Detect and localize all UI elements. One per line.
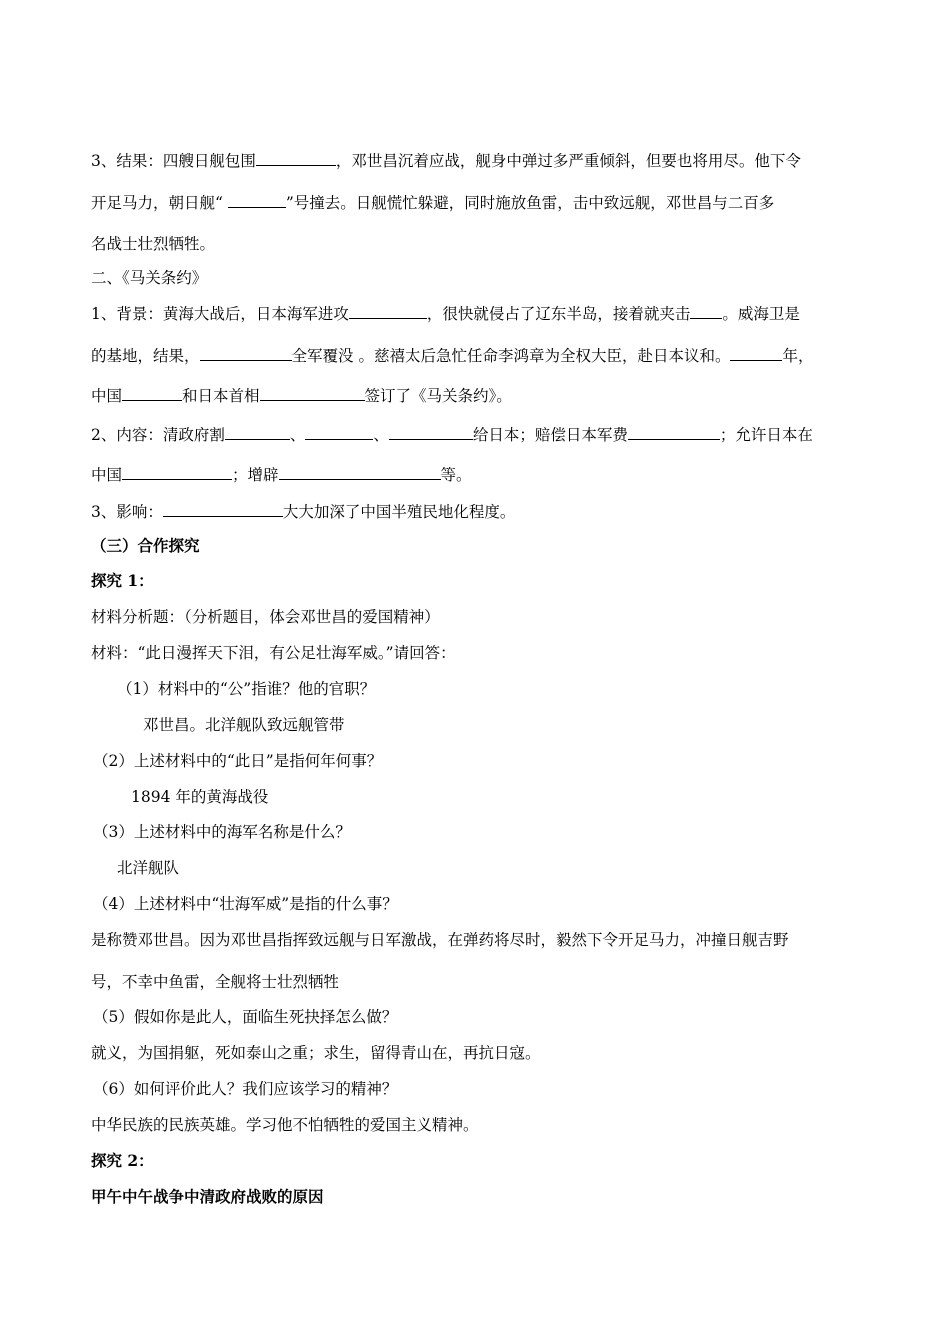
blank-field[interactable] bbox=[730, 345, 782, 361]
question-text: （1）材料中的“公”指谁？他的官职？ bbox=[117, 680, 376, 698]
background-text: 和日本首相 bbox=[182, 387, 260, 405]
blank-field[interactable] bbox=[349, 303, 427, 319]
question-text: （3）上述材料中的海军名称是什么？ bbox=[93, 823, 351, 841]
material-quote bbox=[91, 643, 456, 663]
result-label: 3、结果：四艘日舰包围 bbox=[91, 152, 256, 170]
section-heading: 二、《马关条约》 bbox=[91, 269, 208, 287]
blank-field[interactable] bbox=[122, 464, 232, 480]
answer-4-line-1 bbox=[91, 930, 789, 950]
question-text: （6）如何评价此人？我们应该学习的精神？ bbox=[93, 1080, 398, 1098]
answer-6 bbox=[91, 1115, 479, 1135]
material-prompt bbox=[91, 607, 440, 627]
answer-5 bbox=[91, 1043, 541, 1063]
treaty-heading bbox=[91, 268, 207, 288]
background-line-3 bbox=[91, 385, 512, 406]
result-text: 开足马力，朝日舰“ bbox=[91, 194, 228, 212]
blank-field[interactable] bbox=[163, 501, 283, 517]
inquiry-heading bbox=[91, 536, 200, 556]
background-text: 年， bbox=[782, 347, 814, 365]
blank-field[interactable] bbox=[122, 385, 182, 401]
question-text: （5）假如你是此人，面临生死抉择怎么做？ bbox=[93, 1008, 398, 1026]
answer-1 bbox=[143, 715, 345, 735]
background-text: 签订了《马关条约》。 bbox=[364, 387, 512, 405]
blank-field[interactable] bbox=[225, 424, 290, 440]
inquiry-2-title bbox=[91, 1151, 154, 1171]
inquiry-title: 探究 2： bbox=[91, 1151, 154, 1170]
answer-text: 号，不幸中鱼雷，全舰将士壮烈牺牲 bbox=[91, 973, 340, 991]
result-text: ”号撞去。日舰慌忙躲避，同时施放鱼雷，击中致远舰，邓世昌与二百多 bbox=[285, 194, 775, 212]
result-line-2 bbox=[91, 192, 774, 213]
background-text: 全军覆没 。慈禧太后急忙任命李鸿章为全权大臣，赴日本议和。 bbox=[291, 347, 731, 365]
section-heading: （三）合作探究 bbox=[91, 536, 200, 555]
impact-text: 3、影响： bbox=[91, 503, 163, 521]
blank-field[interactable] bbox=[200, 345, 292, 361]
material-prompt-text: 材料分析题：（分析题目，体会邓世昌的爱国精神） bbox=[91, 608, 440, 626]
content-text: ；增辟 bbox=[232, 466, 279, 484]
answer-text: 邓世昌。北洋舰队致远舰管带 bbox=[143, 716, 345, 734]
content-text: 中国 bbox=[91, 466, 123, 484]
blank-field[interactable] bbox=[279, 464, 441, 480]
background-line-2 bbox=[91, 345, 813, 366]
inquiry-2-topic bbox=[91, 1187, 324, 1207]
blank-field[interactable] bbox=[305, 424, 373, 440]
question-2 bbox=[93, 751, 382, 771]
background-text: 中国 bbox=[91, 387, 123, 405]
answer-text: 中华民族的民族英雄。学习他不怕牺牲的爱国主义精神。 bbox=[91, 1116, 479, 1134]
background-text: ，很快就侵占了辽东半岛，接着就夹击 bbox=[426, 305, 691, 323]
answer-text: 1894 年的黄海战役 bbox=[131, 788, 269, 806]
impact-text: 大大加深了中国半殖民地化程度。 bbox=[282, 503, 516, 521]
result-line-3 bbox=[91, 234, 215, 254]
result-line-1 bbox=[91, 150, 801, 171]
inquiry-title: 探究 1： bbox=[91, 571, 154, 590]
material-quote-text: 材料：“此日漫挥天下泪，有公足壮海军威。”请回答： bbox=[91, 644, 456, 662]
impact-line bbox=[91, 501, 515, 522]
content-line-1 bbox=[91, 424, 813, 445]
question-text: （2）上述材料中的“此日”是指何年何事？ bbox=[93, 752, 383, 770]
background-text: 1、背景：黄海大战后，日本海军进攻 bbox=[91, 305, 349, 323]
question-4 bbox=[93, 894, 398, 914]
content-text: 等。 bbox=[440, 466, 472, 484]
question-3 bbox=[93, 822, 351, 842]
question-text: （4）上述材料中“壮海军威”是指的什么事？ bbox=[93, 895, 398, 913]
result-text: 名战士壮烈牺牲。 bbox=[91, 235, 216, 253]
answer-2 bbox=[131, 787, 268, 807]
inquiry-1-title bbox=[91, 571, 154, 591]
answer-3 bbox=[117, 858, 179, 878]
blank-field[interactable] bbox=[690, 303, 722, 319]
separator: 、 bbox=[373, 426, 389, 444]
blank-field[interactable] bbox=[228, 192, 286, 208]
result-text: ，邓世昌沉着应战，舰身中弹过多严重倾斜，但要也将用尽。他下令 bbox=[335, 152, 801, 170]
question-1 bbox=[117, 679, 375, 699]
content-line-2 bbox=[91, 464, 472, 485]
answer-text: 就义，为国捐躯，死如泰山之重；求生，留得青山在，再抗日寇。 bbox=[91, 1044, 541, 1062]
separator: 、 bbox=[289, 426, 306, 444]
answer-4-line-2 bbox=[91, 972, 339, 992]
answer-text: 是称赞邓世昌。因为邓世昌指挥致远舰与日军激战，在弹药将尽时，毅然下令开足马力，冲撞日舰吉野 bbox=[91, 931, 789, 949]
blank-field[interactable] bbox=[389, 424, 473, 440]
background-text: 的基地，结果， bbox=[91, 347, 200, 365]
blank-field[interactable] bbox=[628, 424, 720, 440]
content-text: 2、内容：清政府割 bbox=[91, 426, 225, 444]
background-line-1 bbox=[91, 303, 800, 324]
question-6 bbox=[93, 1079, 397, 1099]
inquiry-topic: 甲午中午战争中清政府战败的原因 bbox=[91, 1187, 324, 1206]
background-text: 。威海卫是 bbox=[722, 305, 800, 323]
blank-field[interactable] bbox=[260, 385, 365, 401]
content-text: 给日本；赔偿日本军费 bbox=[472, 426, 628, 444]
content-text: ；允许日本在 bbox=[719, 426, 813, 444]
blank-field[interactable] bbox=[256, 150, 336, 166]
answer-text: 北洋舰队 bbox=[117, 859, 180, 877]
question-5 bbox=[93, 1007, 397, 1027]
